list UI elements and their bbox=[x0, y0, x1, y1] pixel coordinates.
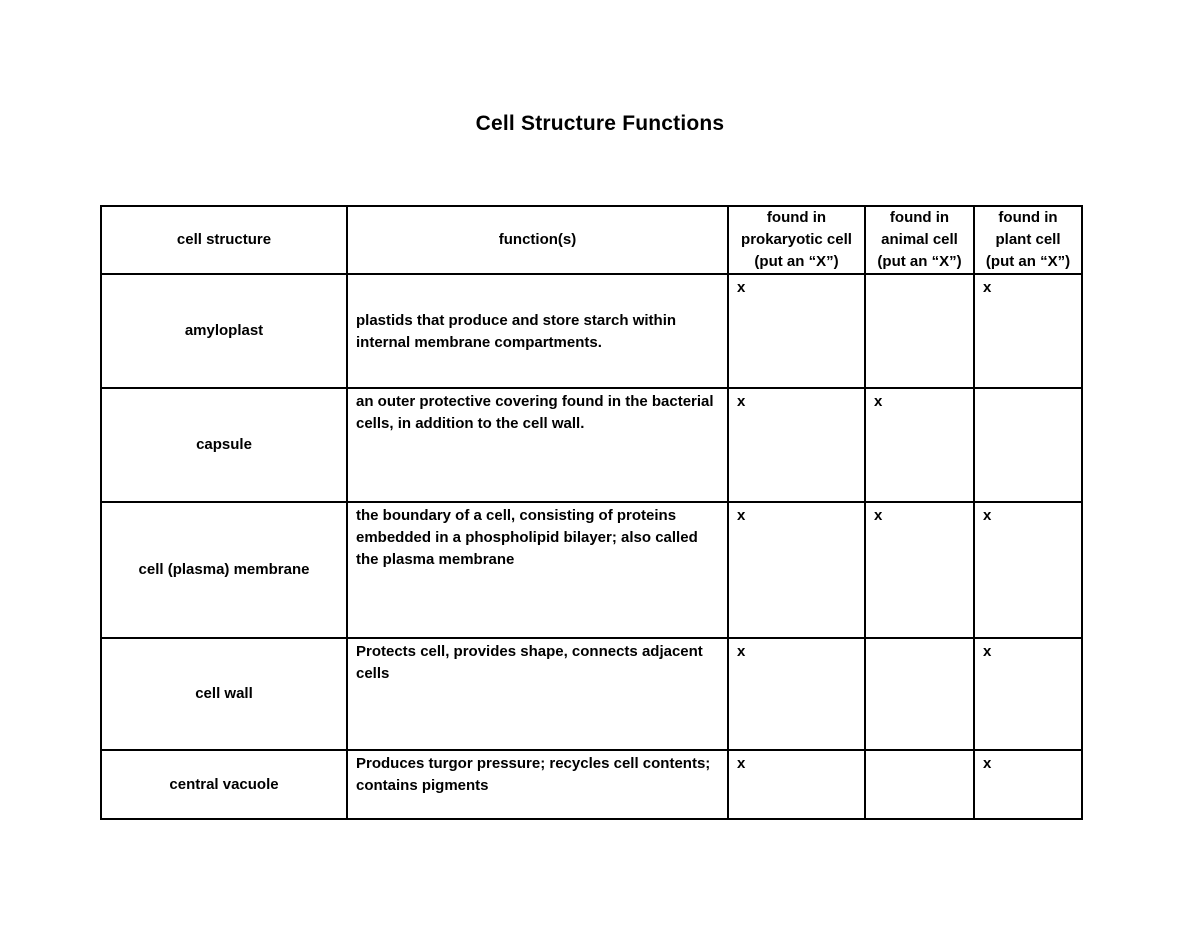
table-header-row bbox=[101, 206, 1082, 274]
page-title: Cell Structure Functions bbox=[475, 112, 725, 135]
animal-mark bbox=[865, 638, 974, 750]
header-prokaryotic-line: prokaryotic cell bbox=[741, 231, 852, 248]
cell-structure-name: capsule bbox=[101, 388, 347, 502]
table-row bbox=[101, 502, 1082, 638]
cell-structure-name: amyloplast bbox=[101, 274, 347, 388]
cell-structure-table bbox=[100, 205, 1083, 820]
cell-structure-name: cell wall bbox=[101, 638, 347, 750]
header-prokaryotic-line: (put an “X”) bbox=[754, 253, 839, 270]
plant-mark: x bbox=[974, 750, 1082, 819]
header-prokaryotic bbox=[728, 206, 865, 274]
prokaryotic-mark: x bbox=[728, 274, 865, 388]
cell-function: the boundary of a cell, consisting of proteins embedded in a phospholipid bilayer; also called the plasma membrane bbox=[347, 502, 728, 638]
header-plant bbox=[974, 206, 1082, 274]
cell-function: Produces turgor pressure; recycles cell contents; contains pigments bbox=[347, 750, 728, 819]
header-plant-line: (put an “X”) bbox=[985, 253, 1071, 270]
animal-mark bbox=[865, 750, 974, 819]
cell-function: Protects cell, provides shape, connects adjacent cells bbox=[347, 638, 728, 750]
table-row bbox=[101, 638, 1082, 750]
header-plant-line: plant cell bbox=[995, 231, 1061, 248]
table-row bbox=[101, 274, 1082, 388]
header-cell-structure: cell structure bbox=[101, 206, 347, 274]
header-animal-line: found in bbox=[889, 209, 950, 226]
header-animal-line: (put an “X”) bbox=[877, 253, 962, 270]
header-function: function(s) bbox=[347, 206, 728, 274]
header-prokaryotic-line: found in bbox=[766, 209, 827, 226]
table-row bbox=[101, 388, 1082, 502]
prokaryotic-mark: x bbox=[728, 750, 865, 819]
plant-mark: x bbox=[974, 502, 1082, 638]
plant-mark: x bbox=[974, 638, 1082, 750]
animal-mark: x bbox=[865, 502, 974, 638]
cell-function: plastids that produce and store starch within internal membrane compartments. bbox=[347, 274, 728, 388]
animal-mark bbox=[865, 274, 974, 388]
header-animal-line: animal cell bbox=[881, 231, 958, 248]
prokaryotic-mark: x bbox=[728, 388, 865, 502]
prokaryotic-mark: x bbox=[728, 638, 865, 750]
cell-function: an outer protective covering found in the bacterial cells, in addition to the cell wall. bbox=[347, 388, 728, 502]
animal-mark: x bbox=[865, 388, 974, 502]
cell-structure-name: cell (plasma) membrane bbox=[101, 502, 347, 638]
prokaryotic-mark: x bbox=[728, 502, 865, 638]
plant-mark: x bbox=[974, 274, 1082, 388]
plant-mark bbox=[974, 388, 1082, 502]
header-animal bbox=[865, 206, 974, 274]
header-plant-line: found in bbox=[998, 209, 1058, 226]
table-row bbox=[101, 750, 1082, 819]
cell-structure-name: central vacuole bbox=[101, 750, 347, 819]
